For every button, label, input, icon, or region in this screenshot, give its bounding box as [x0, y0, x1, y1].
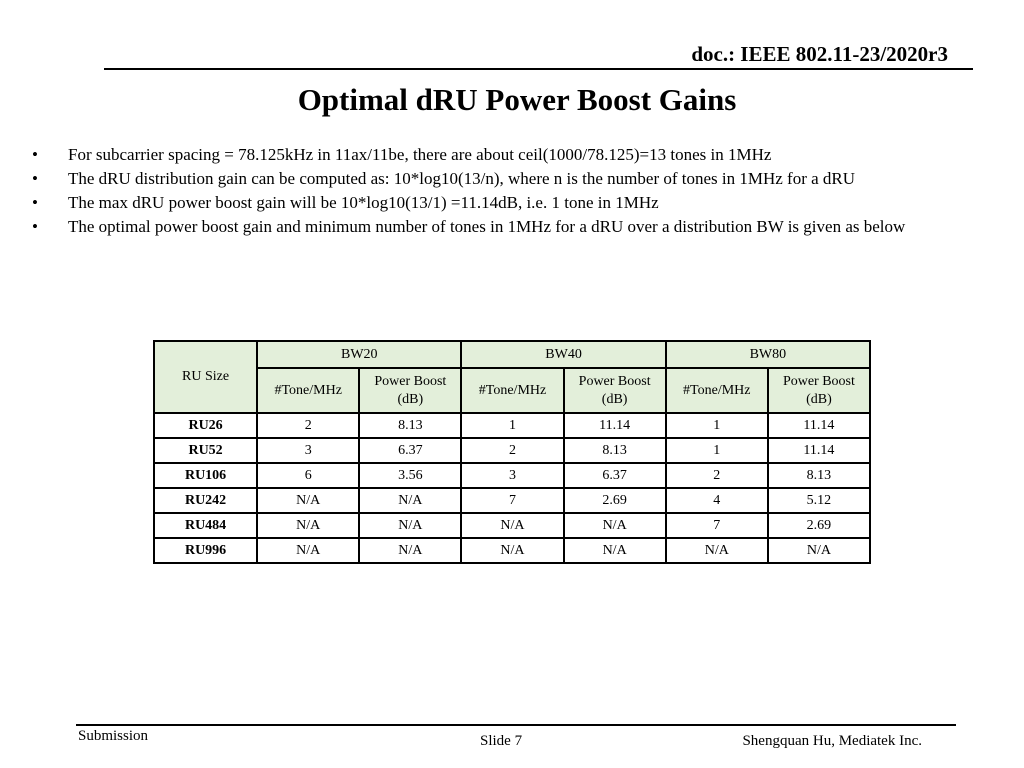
document-id: doc.: IEEE 802.11-23/2020r3	[691, 42, 948, 66]
power-boost-cell: 2.69	[564, 488, 666, 513]
bullet-item	[30, 143, 1005, 167]
power-boost-cell: 2.69	[768, 513, 870, 538]
ru-size-cell: RU26	[154, 413, 257, 438]
table-subheader-row	[154, 368, 870, 413]
tone-per-mhz-cell: 3	[257, 438, 359, 463]
table-row	[154, 513, 870, 538]
tone-per-mhz-cell: 7	[666, 513, 768, 538]
tone-per-mhz-cell: N/A	[257, 488, 359, 513]
tone-per-mhz-header: #Tone/MHz	[461, 368, 563, 413]
bw80-header: BW80	[666, 341, 870, 368]
header-divider	[104, 68, 973, 70]
power-boost-cell: 11.14	[768, 438, 870, 463]
bullet-glyph: •	[32, 193, 38, 212]
footer-divider	[76, 724, 956, 726]
bullet-list	[30, 143, 1005, 239]
bullet-item	[30, 191, 1005, 215]
tone-per-mhz-cell: 6	[257, 463, 359, 488]
power-boost-cell: N/A	[564, 513, 666, 538]
table-row	[154, 413, 870, 438]
power-boost-cell: N/A	[359, 513, 461, 538]
table-row	[154, 438, 870, 463]
ru-size-cell: RU242	[154, 488, 257, 513]
power-boost-cell: N/A	[768, 538, 870, 563]
power-boost-header: Power Boost (dB)	[359, 368, 461, 413]
power-boost-cell: 8.13	[768, 463, 870, 488]
table-row	[154, 538, 870, 563]
bullet-glyph: •	[32, 169, 38, 188]
table-header-row	[154, 341, 870, 368]
tone-per-mhz-cell: N/A	[666, 538, 768, 563]
power-boost-cell: 8.13	[564, 438, 666, 463]
bullet-item	[30, 167, 1005, 191]
table-body	[154, 413, 870, 563]
power-boost-cell: 8.13	[359, 413, 461, 438]
tone-per-mhz-cell: 2	[666, 463, 768, 488]
power-boost-cell: 11.14	[564, 413, 666, 438]
power-boost-cell: 6.37	[564, 463, 666, 488]
bullet-text: The optimal power boost gain and minimum number of tones in 1MHz for a dRU over a distribution BW is given as below	[68, 217, 906, 236]
power-boost-cell: 11.14	[768, 413, 870, 438]
bullet-text: The dRU distribution gain can be computed as: 10*log10(13/n), where n is the number of tones in 1MHz for a dRU	[68, 169, 856, 188]
ru-size-cell: RU52	[154, 438, 257, 463]
bw40-header: BW40	[461, 341, 665, 368]
table-row	[154, 488, 870, 513]
tone-per-mhz-header: #Tone/MHz	[666, 368, 768, 413]
bullet-item	[30, 215, 1005, 239]
ru-size-cell: RU484	[154, 513, 257, 538]
power-boost-header: Power Boost (dB)	[564, 368, 666, 413]
power-boost-table	[153, 340, 871, 564]
table-row	[154, 463, 870, 488]
bullet-text: The max dRU power boost gain will be 10*log10(13/1) =11.14dB, i.e. 1 tone in 1MHz	[68, 193, 659, 212]
tone-per-mhz-cell: 2	[461, 438, 563, 463]
power-boost-cell: 6.37	[359, 438, 461, 463]
power-boost-cell: 5.12	[768, 488, 870, 513]
tone-per-mhz-cell: 1	[461, 413, 563, 438]
bullet-glyph: •	[32, 217, 38, 236]
power-boost-cell: N/A	[564, 538, 666, 563]
tone-per-mhz-cell: N/A	[257, 538, 359, 563]
ru-size-header: RU Size	[154, 341, 257, 413]
power-boost-cell: 3.56	[359, 463, 461, 488]
tone-per-mhz-cell: N/A	[461, 538, 563, 563]
ru-size-cell: RU996	[154, 538, 257, 563]
tone-per-mhz-header: #Tone/MHz	[257, 368, 359, 413]
slide-title: Optimal dRU Power Boost Gains	[297, 82, 737, 117]
ru-size-cell: RU106	[154, 463, 257, 488]
slide-number: Slide 7	[480, 733, 523, 749]
tone-per-mhz-cell: 1	[666, 413, 768, 438]
tone-per-mhz-cell: N/A	[257, 513, 359, 538]
tone-per-mhz-cell: 1	[666, 438, 768, 463]
bullet-glyph: •	[32, 145, 38, 164]
power-boost-cell: N/A	[359, 538, 461, 563]
power-boost-header: Power Boost (dB)	[768, 368, 870, 413]
tone-per-mhz-cell: N/A	[461, 513, 563, 538]
bw20-header: BW20	[257, 341, 461, 368]
tone-per-mhz-cell: 3	[461, 463, 563, 488]
submission-label: Submission	[78, 728, 149, 744]
tone-per-mhz-cell: 7	[461, 488, 563, 513]
tone-per-mhz-cell: 4	[666, 488, 768, 513]
author-credit: Shengquan Hu, Mediatek Inc.	[742, 733, 922, 749]
power-boost-cell: N/A	[359, 488, 461, 513]
tone-per-mhz-cell: 2	[257, 413, 359, 438]
bullet-text: For subcarrier spacing = 78.125kHz in 11ax/11be, there are about ceil(1000/78.125)=13 tones in 1MHz	[68, 145, 772, 164]
